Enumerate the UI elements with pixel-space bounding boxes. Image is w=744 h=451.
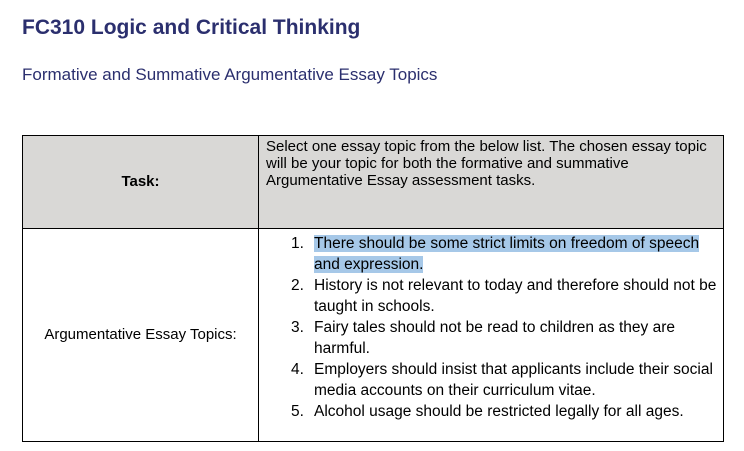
topic-number: 4. <box>291 361 304 378</box>
essay-topics-table <box>22 135 724 442</box>
topics-cell <box>259 229 724 442</box>
task-row <box>23 136 724 229</box>
topic-text[interactable]: Fairy tales should not be read to children as they are harmful. <box>314 319 676 357</box>
topic-text-selected[interactable]: There should be some strict limits on freedom of speech and expression. <box>314 235 700 273</box>
topic-item-5[interactable] <box>259 401 717 422</box>
topic-text[interactable]: History is not relevant to today and therefore should not be taught in schools. <box>314 277 717 315</box>
topics-label: Argumentative Essay Topics: <box>44 326 237 343</box>
topics-label-cell <box>23 229 259 442</box>
topic-number: 5. <box>291 403 304 420</box>
topic-item-4[interactable] <box>259 359 717 401</box>
topic-item-3[interactable] <box>259 317 717 359</box>
document-title: FC310 Logic and Critical Thinking <box>22 16 361 39</box>
document-subtitle: Formative and Summative Argumentative Essay Topics <box>22 65 438 84</box>
task-label-cell <box>23 136 259 229</box>
topic-item-2[interactable] <box>259 275 717 317</box>
topic-number: 3. <box>291 319 304 336</box>
topic-number: 1. <box>291 235 304 252</box>
task-instructions[interactable]: Select one essay topic from the below list. The chosen essay topic will be your topic for both the formative and summative Argumentative Essay assessment tasks. <box>259 136 724 229</box>
topic-text[interactable]: Alcohol usage should be restricted legally for all ages. <box>314 403 684 420</box>
topic-item-1[interactable] <box>259 233 717 275</box>
topic-list <box>259 233 717 422</box>
topic-text[interactable]: Employers should insist that applicants include their social media accounts on their curriculum vitae. <box>314 361 713 399</box>
topic-number: 2. <box>291 277 304 294</box>
task-label: Task: <box>121 173 160 190</box>
topics-row <box>23 229 724 442</box>
